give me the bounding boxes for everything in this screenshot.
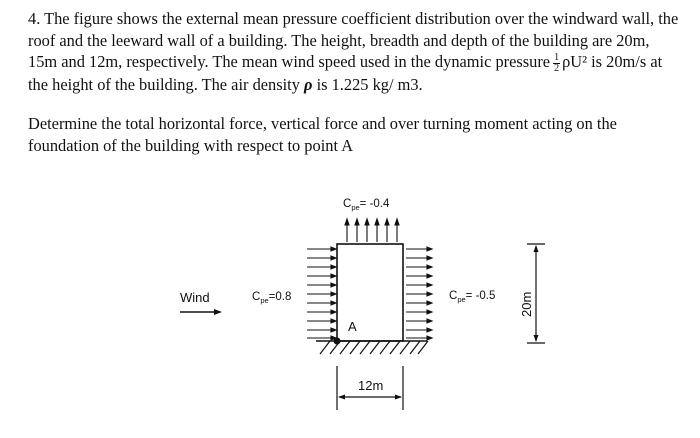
roof-cpe-label: $C_{pe}= -0.4$ (343, 198, 390, 212)
wind-label: Wind (180, 290, 210, 305)
rho-u-squared: ρU² (562, 52, 588, 71)
problem-paragraph-2: Determine the total horizontal force, vertical force and over turning moment acting on the foundation of the building with respect to point A (28, 114, 617, 155)
leeward-cpe-label: $C_{pe}= -0.5$ (449, 290, 496, 304)
fraction-numerator: 1 (554, 51, 560, 63)
problem-text-part-1: 4. The figure shows the external mean pressure coefficient distribution over the windward wall, the roof and the leeward wall of a building. The height, breadth and depth of the building are 20m, 15m and 12m, respectively. The mean wind speed used in the dynamic pressure (28, 9, 679, 71)
problem-text-part-3: is 1.225 kg/ m3. (312, 74, 423, 94)
point-a-label: A (348, 319, 357, 334)
wind-direction-arrow (180, 309, 222, 315)
leeward-suction-arrows (406, 247, 432, 340)
problem-text-part-2: is 20m/s at the height of the building. The air density (28, 52, 663, 94)
windward-pressure-arrows (307, 247, 336, 340)
depth-label: 12m (358, 378, 384, 393)
building-outline (337, 244, 403, 341)
roof-suction-arrows (345, 219, 399, 242)
height-label: 20m (519, 291, 534, 317)
rho-symbol: ρ (304, 74, 313, 94)
windward-cpe-label: $C_{pe}=0.8$ (252, 291, 292, 305)
fraction-denominator: 2 (554, 62, 560, 74)
